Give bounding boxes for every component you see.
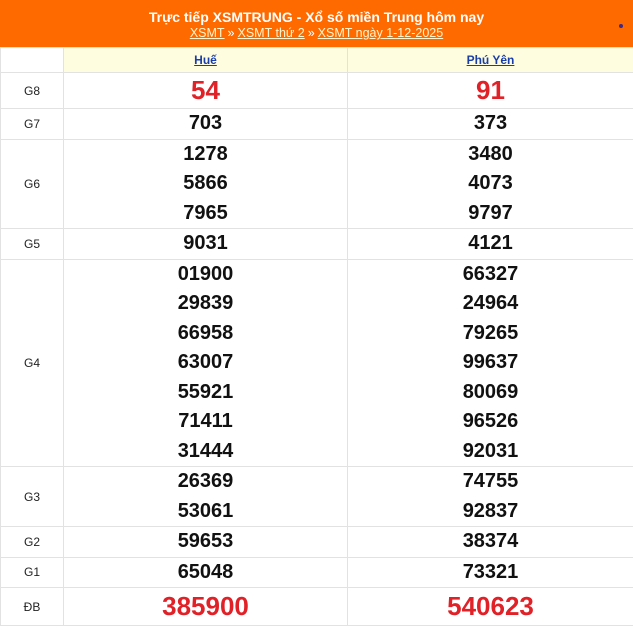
prize-label: G1 [1, 557, 64, 588]
prize-number: 29839 [177, 292, 234, 314]
prize-number: 55921 [177, 380, 234, 403]
prize-number: 66327 [462, 262, 519, 285]
prize-cell-phu-yen [348, 527, 633, 558]
prize-label: ĐB [1, 588, 64, 626]
prize-row-g6 [1, 139, 633, 229]
prize-cell-hue [64, 467, 348, 527]
prize-number: 373 [473, 112, 508, 134]
prize-row-g7 [1, 109, 633, 140]
prize-number: 92031 [462, 439, 519, 462]
province-header-row [1, 48, 633, 73]
prize-number: 4073 [468, 172, 513, 194]
prize-cell-phu-yen [348, 588, 633, 626]
prize-number: 66958 [177, 321, 234, 344]
prize-row-g1 [1, 557, 633, 588]
province-link-hue[interactable]: Huế [194, 53, 217, 67]
prize-label: G4 [1, 259, 64, 467]
prize-cell-hue [64, 109, 348, 140]
prize-number: 65048 [177, 560, 234, 583]
breadcrumb-separator: » [307, 26, 315, 40]
prize-cell-phu-yen [348, 467, 633, 527]
prize-number: 540623 [447, 591, 534, 621]
prize-row-db [1, 588, 633, 626]
prize-label: G6 [1, 139, 64, 229]
prize-row-g4 [1, 259, 633, 467]
prize-label: G5 [1, 229, 64, 260]
prize-label: G8 [1, 73, 64, 109]
breadcrumb-xsmt-date[interactable]: XSMT ngày 1-12-2025 [317, 26, 444, 40]
prize-number: 53061 [177, 499, 234, 522]
prize-row-g5 [1, 229, 633, 260]
prize-cell-hue [64, 73, 348, 109]
prize-number: 24964 [462, 292, 519, 314]
prize-number: 31444 [177, 439, 234, 462]
prize-cell-hue [64, 557, 348, 588]
prize-number: 80069 [462, 380, 519, 403]
prize-row-g2 [1, 527, 633, 558]
prize-number: 4121 [468, 232, 513, 254]
prize-cell-phu-yen [348, 229, 633, 260]
prize-cell-hue [64, 229, 348, 260]
corner-cell [1, 48, 64, 73]
prize-number: 01900 [177, 262, 234, 285]
prize-label: G2 [1, 527, 64, 558]
province-link-phu-yen[interactable]: Phú Yên [466, 53, 515, 67]
prize-number: 5866 [183, 172, 228, 194]
prize-number: 7965 [183, 201, 228, 224]
breadcrumb-xsmt[interactable]: XSMT [189, 26, 225, 40]
prize-cell-phu-yen [348, 259, 633, 467]
prize-cell-hue [64, 527, 348, 558]
prize-number: 99637 [462, 351, 519, 373]
prize-number: 703 [188, 112, 223, 134]
prize-number: 26369 [177, 470, 234, 492]
prize-cell-hue [64, 588, 348, 626]
breadcrumb-separator: » [227, 26, 235, 40]
results-header [0, 0, 633, 47]
prize-cell-phu-yen [348, 109, 633, 140]
province-header-phu-yen [348, 48, 633, 73]
prize-number: 9031 [183, 232, 228, 254]
prize-cell-hue [64, 139, 348, 229]
prize-label: G7 [1, 109, 64, 140]
prize-row-g3 [1, 467, 633, 527]
prize-label: G3 [1, 467, 64, 527]
prize-number: 385900 [162, 591, 249, 621]
prize-row-g8 [1, 73, 633, 109]
prize-number: 73321 [462, 560, 519, 583]
prize-number: 96526 [462, 410, 519, 432]
prize-number: 71411 [178, 410, 233, 432]
prize-number: 91 [476, 75, 505, 105]
prize-number: 1278 [183, 142, 228, 165]
prize-number: 79265 [462, 321, 519, 344]
prize-cell-hue [64, 259, 348, 467]
prize-cell-phu-yen [348, 139, 633, 229]
prize-number: 54 [191, 75, 220, 105]
dot-icon [619, 24, 623, 28]
page-title: Trực tiếp XSMTRUNG - Xổ số miền Trung hôm nay [148, 9, 485, 25]
prize-number: 74755 [462, 470, 519, 492]
prize-number: 3480 [468, 142, 513, 165]
prize-number: 9797 [468, 201, 513, 224]
prize-number: 38374 [462, 530, 519, 552]
province-header-hue [64, 48, 348, 73]
prize-number: 59653 [177, 530, 234, 552]
breadcrumb [0, 26, 633, 40]
prize-cell-phu-yen [348, 557, 633, 588]
prize-number: 92837 [462, 499, 519, 522]
results-table [0, 47, 633, 626]
prize-number: 63007 [177, 351, 234, 373]
prize-cell-phu-yen [348, 73, 633, 109]
breadcrumb-xsmt-monday[interactable]: XSMT thứ 2 [237, 26, 305, 40]
